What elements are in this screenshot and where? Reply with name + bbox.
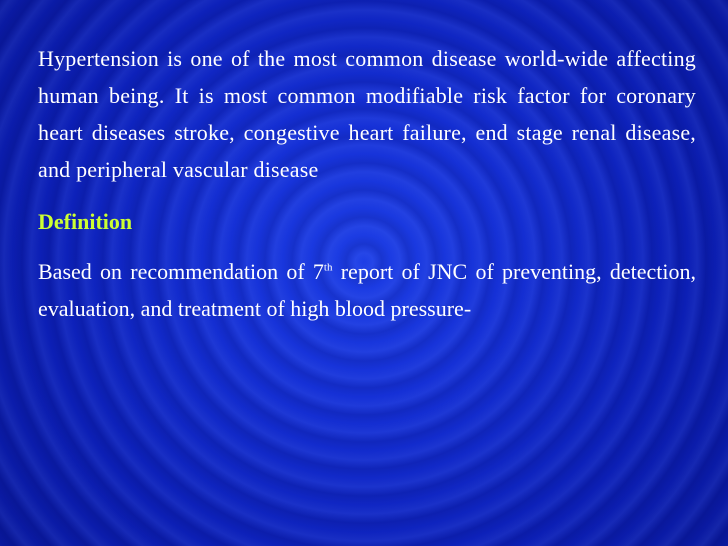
ordinal-superscript: th: [323, 261, 333, 274]
slide-content: [38, 40, 696, 327]
definition-heading: Definition: [38, 209, 133, 234]
definition-text-after: report of JNC of preventing, detection, evaluation, and treatment of high blood pressure-: [38, 259, 696, 321]
definition-paragraph: [38, 253, 696, 327]
intro-paragraph: Hypertension is one of the most common disease world-wide affecting human being. It is most common modifiable risk factor for coronary heart diseases stroke, congestive heart failure, end stage renal disease, and peripheral vascular disease: [38, 46, 696, 182]
definition-text-before: Based on recommendation of 7: [38, 259, 324, 284]
